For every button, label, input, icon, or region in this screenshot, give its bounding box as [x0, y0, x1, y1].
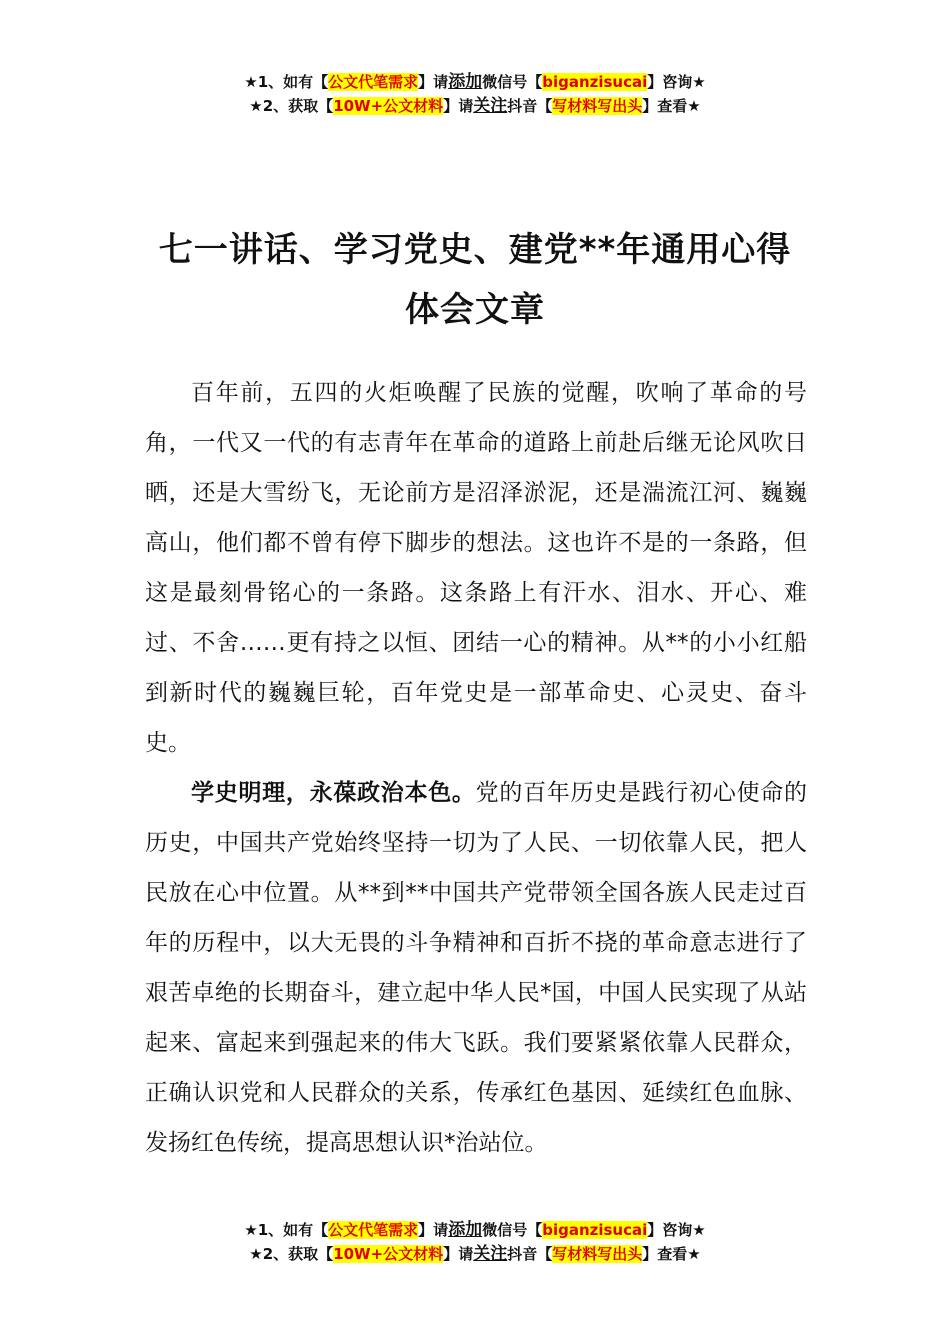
promo-footer-line-2	[0, 1242, 950, 1266]
promo-header	[0, 70, 950, 118]
promo-line-1	[0, 70, 950, 94]
promo-footer-line-2-suffix: 】查看★	[642, 1245, 701, 1263]
promo-highlight-douyin: 写材料写出头	[552, 97, 643, 115]
promo-footer	[0, 1218, 950, 1266]
promo-add-label: 添加	[448, 72, 483, 92]
title-line-2: 体会文章	[405, 290, 545, 330]
promo-footer-line-1-mid: 】请	[418, 1221, 449, 1239]
promo-footer-line-2-mid: 】请	[443, 1245, 474, 1263]
paragraph-1: 百年前，五四的火炬唤醒了民族的觉醒，吹响了革命的号角，一代又一代的有志青年在革命的道路上前赴后继无论风吹日晒，还是大雪纷飞，无论前方是沼泽淤泥，还是湍流江河、巍巍高山，他们都不曾有停下脚步的想法。这也许不是的一条路，但这是最刻骨铭心的一条路。这条路上有汗水、泪水、开心、难过、不舍……更有持之以恒、团结一心的精神。从**的小小红船到新时代的巍巍巨轮，百年党史是一部革命史、心灵史、奋斗史。	[145, 380, 807, 756]
promo-footer-line-2-mid2: 抖音【	[507, 1245, 553, 1263]
promo-line-2	[0, 94, 950, 118]
promo-line-1-mid: 】请	[418, 73, 449, 91]
promo-line-1-suffix: 】咨询★	[647, 73, 706, 91]
promo-footer-line-1-mid2: 微信号【	[482, 1221, 543, 1239]
promo-footer-line-2-prefix: ★2、获取【	[249, 1245, 334, 1263]
promo-footer-line-1	[0, 1218, 950, 1242]
promo-footer-highlight-service: 公文代笔需求	[328, 1221, 419, 1239]
promo-footer-highlight-douyin: 写材料写出头	[552, 1245, 643, 1263]
promo-line-2-suffix: 】查看★	[642, 97, 701, 115]
paragraph-2	[145, 768, 807, 1168]
promo-line-1-prefix: ★1、如有【	[244, 73, 329, 91]
promo-highlight-wechat-id: biganzisucai	[542, 73, 648, 91]
promo-footer-follow-label: 关注	[473, 1244, 508, 1264]
promo-footer-highlight-wechat-id: biganzisucai	[542, 1221, 648, 1239]
paragraph-2-heading: 学史明理，永葆政治本色。	[191, 780, 476, 806]
promo-highlight-materials: 10W+公文材料	[333, 97, 444, 115]
promo-line-2-mid: 】请	[443, 97, 474, 115]
paragraph-2-body: 党的百年历史是践行初心使命的历史，中国共产党始终坚持一切为了人民、一切依靠人民，把人民放在心中位置。从**到**中国共产党带领全国各族人民走过百年的历程中，以大无畏的斗争精神和百折不挠的革命意志进行了艰苦卓绝的长期奋斗，建立起中华人民*国，中国人民实现了从站起来、富起来到强起来的伟大飞跃。我们要紧紧依靠人民群众，正确认识党和人民群众的关系，传承红色基因、延续红色血脉、发扬红色传统，提高思想认识*治站位。	[145, 780, 808, 1156]
promo-footer-line-1-prefix: ★1、如有【	[244, 1221, 329, 1239]
promo-line-2-mid2: 抖音【	[507, 97, 553, 115]
promo-footer-line-1-suffix: 】咨询★	[647, 1221, 706, 1239]
promo-line-1-mid2: 微信号【	[482, 73, 543, 91]
promo-footer-highlight-materials: 10W+公文材料	[333, 1245, 444, 1263]
promo-footer-add-label: 添加	[448, 1220, 483, 1240]
document-title	[0, 220, 950, 340]
document-body	[145, 368, 807, 1168]
promo-follow-label: 关注	[473, 96, 508, 116]
title-line-1: 七一讲话、学习党史、建党**年通用心得	[158, 230, 792, 270]
promo-line-2-prefix: ★2、获取【	[249, 97, 334, 115]
promo-highlight-service: 公文代笔需求	[328, 73, 419, 91]
